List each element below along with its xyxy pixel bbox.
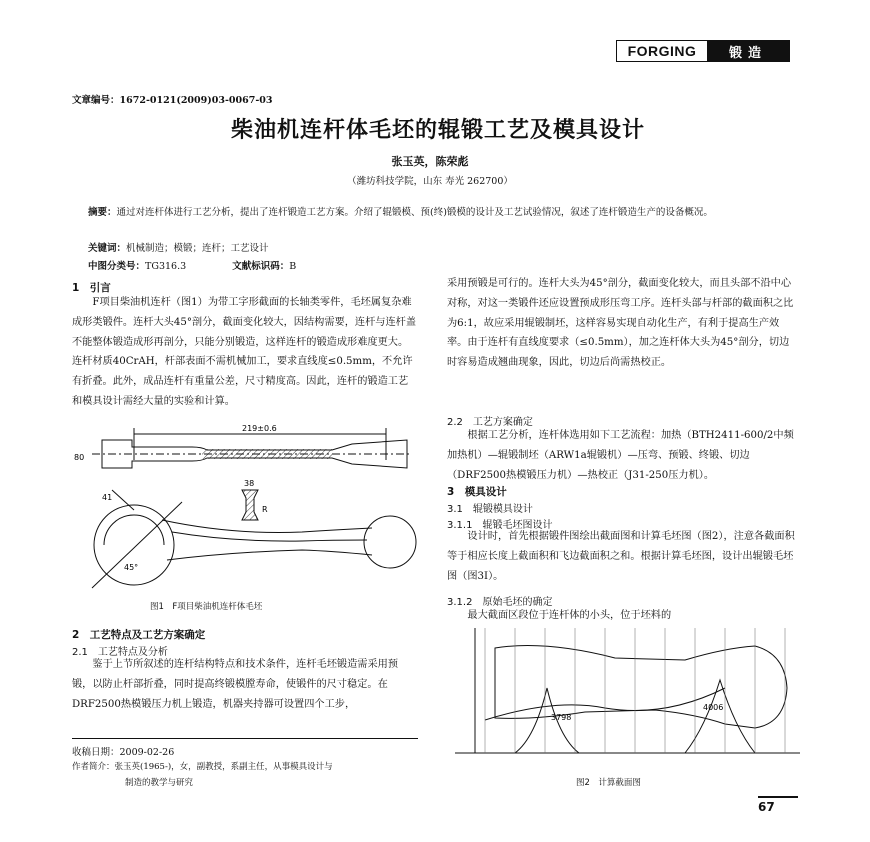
section-3-1-2-heading: 3.1.2 原始毛坯的确定 <box>447 597 553 608</box>
class-label: 中图分类号： <box>88 261 146 272</box>
classification <box>88 258 296 272</box>
figure-2 <box>455 628 800 760</box>
fig1-label-219: 219±0.6 <box>242 424 277 433</box>
fig1-label-41: 41 <box>102 493 113 502</box>
section-2-1-text: 鉴于上节所叙述的连杆结构特点和技术条件，连杆毛坯锻造需采用预锻，以防止杆部折叠，同时提高终锻模膛寿命，使锻件的尺寸稳定。在DRF2500热模锻压力机上锻造，机器夹持器可设置四个工步， <box>72 659 399 710</box>
section-2-2-text: 根据工艺分析，连杆体选用如下工艺流程：加热（BTH2411-600/2中频加热机）—辊锻制坯（ARW1a辊锻机）—压弯、预锻、终锻、切边（DRF2500热模锻压力机）—热校正（J31-250压力机）。 <box>447 430 794 481</box>
doc-code-value: B <box>289 261 297 272</box>
page-number-rule <box>758 796 798 798</box>
page-number: 67 <box>758 800 775 814</box>
section-3-1-heading: 3.1 辊锻模具设计 <box>447 504 533 515</box>
author-bio-line-1: 作者简介：张玉英(1965-)，女，副教授，系副主任，从事模具设计与 <box>72 762 333 772</box>
fig1-rod-rib <box>172 532 367 541</box>
fig1-label-r: R <box>262 505 268 514</box>
section-1-text: F项目柴油机连杆（图1）为带工字形截面的长轴类零件，毛坯属复杂难成形类锻件。连杆大头45°剖分，截面变化较大，因结构需要，连杆与连杆盖不能整体锻造成形再剖分，只能分别锻造，这样连杆的锻造成形难度更大。连杆材质40CrAH，杆部表面不需机械加工，要求直线度≤0.5mm，不允许有折叠。此外，成品连杆有重量公差，尺寸精度高。因此，连杆的锻造工艺和模具设计需经大量的实验和计算。 <box>72 297 417 407</box>
abstract <box>88 204 788 221</box>
figure-2-caption: 图2 计算截面图 <box>576 778 641 788</box>
figure-1-drawing <box>72 420 418 610</box>
fig2-label-4006: 4006 <box>703 703 724 712</box>
figure-1 <box>72 420 418 610</box>
fig1-label-80: 80 <box>74 453 85 462</box>
section-3-1-1-text: 设计时，首先根据锻件图绘出截面图和计算毛坯图（图2），注意各截面积等于相应长度上截面积和飞边截面积之和。根据计算毛坯图，设计出辊锻毛坯图（图3Ⅰ）。 <box>447 531 795 582</box>
author-bio-line-2: 制造的教学与研究 <box>125 778 194 788</box>
authors: 张玉英，陈荣彪 <box>391 155 469 168</box>
section-2-1-heading: 2.1 工艺特点及分析 <box>72 647 168 658</box>
fig1-i-section <box>242 490 258 520</box>
section-2-heading: 2 工艺特点及工艺方案确定 <box>72 629 206 641</box>
abstract-label: 摘要： <box>88 207 117 218</box>
section-tag-english: FORGING <box>617 41 707 61</box>
figure-2-drawing <box>455 628 800 760</box>
fig1-label-38: 38 <box>244 479 255 488</box>
section-3-heading: 3 模具设计 <box>447 486 507 498</box>
fig1-big-end-inner <box>104 515 164 545</box>
paper-title: 柴油机连杆体毛坯的辊锻工艺及模具设计 <box>230 118 645 143</box>
keywords <box>88 240 269 254</box>
section-3-1-2-text: 最大截面区段位于连杆体的小头，位于坯料的 <box>467 610 672 621</box>
doc-code-label: 文献标识码： <box>232 261 290 272</box>
keywords-text: 机械制造；模锻；连杆；工艺设计 <box>126 243 269 254</box>
fig1-big-end-outer <box>94 505 174 585</box>
section-3-1-1-heading: 3.1.1 辊锻毛坯图设计 <box>447 520 553 531</box>
affiliation: （潍坊科技学院，山东 寿光 262700） <box>347 176 513 187</box>
figure-1-caption: 图1 F项目柴油机连杆体毛坯 <box>150 602 263 612</box>
journal-section-tag <box>616 40 790 62</box>
keywords-label: 关键词： <box>88 243 127 254</box>
received-date: 收稿日期：2009-02-26 <box>72 747 175 758</box>
class-value: TG316.3 <box>145 261 187 272</box>
footnote-rule <box>72 738 418 739</box>
fig1-small-end <box>364 516 416 568</box>
fig1-rod-lower <box>167 550 372 560</box>
column-2-continuation: 采用预锻是可行的。连杆大头为45°剖分，截面变化较大，而且头部不沿中心对称，对这一类锻件还应设置预成形压弯工序。连杆头部与杆部的截面积之比为6:1，故应采用辊锻制坯，这样容易实现自动化生产，有利于提高生产效率。由于连杆有直线度要求（≤0.5mm），加之连杆体大头为45°剖分，切边时容易造成翘曲现象，因此，切边后尚需热校正。 <box>447 278 794 369</box>
fig1-label-45: 45° <box>124 563 139 572</box>
section-tag-chinese: 锻造 <box>707 41 789 61</box>
article-number: 文章编号：1672-0121(2009)03-0067-03 <box>72 95 273 106</box>
fig1-rod-upper <box>162 520 372 533</box>
section-1-heading: 1 引言 <box>72 282 111 294</box>
section-2-2-heading: 2.2 工艺方案确定 <box>447 417 533 428</box>
fig2-label-3798: 3798 <box>551 713 572 722</box>
abstract-text: 通过对连杆体进行工艺分析，提出了连杆锻造工艺方案。介绍了辊锻模、预(终)锻模的设计及工艺试验情况，叙述了连杆锻造生产的设备概况。 <box>116 207 713 218</box>
